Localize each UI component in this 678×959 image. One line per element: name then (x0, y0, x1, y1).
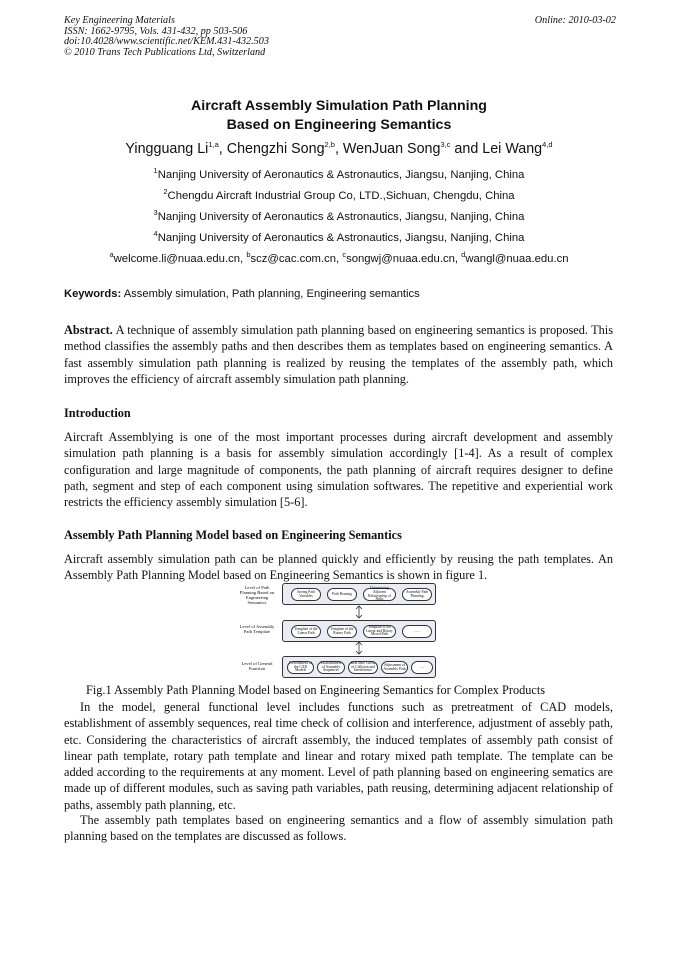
module-node: Real time Check of Collision and Interference (348, 661, 378, 674)
abstract-text: A technique of assembly simulation path planning based on engineering semantics is proposed. This method classifies the assembly paths and then describes them as templates based on engineering semantics. A fast assembly simulation path planning is realized by reusing the templates of the assembly path, which improves the efficiency of aircraft assembly simulation path planning. (64, 323, 613, 386)
model-intro-paragraph: Aircraft assembly simulation path can be planned quickly and efficiently by reusing the path templates. An Assembly Path Planning Model based on Engineering Semantics is shown in figure 1. (64, 552, 613, 583)
module-node: Assembly Path Planning (402, 588, 432, 601)
module-node: Adjustment of Assembly Path (381, 661, 408, 674)
keywords-label: Keywords: (64, 288, 122, 300)
module-node: …… (402, 625, 432, 638)
affiliation: $^1$Nanjing University of Aeronautics & Astronautics, Jiangsu, Nanjing, China (153, 166, 525, 181)
author: Chengzhi Song$^{2,b}$, (226, 140, 343, 157)
title-line-2: Based on Engineering Semantics (226, 117, 452, 133)
level-label: Level of Assembly Path Template (239, 624, 275, 634)
module-node: Template of the Linear and Rotary Mixed Path (363, 625, 396, 638)
keywords-text: Assembly simulation, Path planning, Engineering semantics (121, 288, 420, 300)
affiliation: $^2$Chengdu Aircraft Industrial Group Co, LTD.,Sichuan, Chengdu, China (163, 187, 515, 202)
email-link[interactable]: scz@cac.com.cn (250, 253, 337, 265)
module-node: Determining Adjacent Relationship of Paths (363, 588, 396, 601)
issn-line: ISSN: 1662-9795, Vols. 431-432, pp 503-506 (64, 25, 248, 37)
abstract (64, 322, 613, 387)
title-line-1: Aircraft Assembly Simulation Path Planning (191, 98, 487, 114)
module-node: Template of the Rotary Path (327, 625, 357, 638)
author: Yingguang Li$^{1,a}$, (125, 140, 227, 157)
body-paragraph: The assembly path templates based on engineering semantics and a flow of assembly simulation path planning based on the templates are discussed as follows. (64, 813, 613, 844)
paper-title (64, 97, 614, 135)
level-label: Level of General Function (241, 661, 273, 671)
level-box (282, 620, 436, 642)
page-header (64, 16, 616, 58)
affiliation: $^3$Nanjing University of Aeronautics & Astronautics, Jiangsu, Nanjing, China (153, 208, 525, 223)
copyright-line: © 2010 Trans Tech Publications Ltd, Switzerland (64, 46, 266, 58)
level-label: Level of Path Planning Based on Engineering Semantics (239, 585, 275, 605)
email-link[interactable]: welcome.li@nuaa.edu.cn (113, 253, 241, 265)
level-box (282, 656, 436, 678)
author-list (64, 141, 614, 157)
module-node: Pretreatment of the CAD Models (287, 661, 314, 674)
module-node: Path Reusing (327, 588, 357, 601)
figure-caption: Fig.1 Assembly Path Planning Model based on Engineering Semantics for Complex Products (86, 683, 546, 697)
figure-1 (238, 580, 438, 680)
email-link[interactable]: wangl@nuaa.edu.cn (465, 253, 569, 265)
level-box (282, 583, 436, 605)
journal-name: Key Engineering Materials (64, 15, 175, 26)
abstract-label: Abstract. (64, 323, 113, 337)
affiliations (64, 165, 614, 270)
intro-paragraph: Aircraft Assemblying is one of the most important processes during aircraft development and assembly simulation path planning is a basis for assembly simulation accordingly [1-4]. As a result of complex configuration and large magnitude of components, the path planning of aircraft requires designer to define path, segment and step of each component using simulation softwares. The repetitive and experiential work restricts the efficiency assembly simulation [5-6]. (64, 430, 613, 510)
email-link[interactable]: songwj@nuaa.edu.cn (346, 253, 455, 265)
doi-line: doi:10.4028/www.scientific.net/KEM.431-432.503 (64, 36, 269, 48)
module-node: Establishment of Assembly Sequences (317, 661, 345, 674)
body-paragraph: In the model, general functional level includes functions such as pretreatment of CAD models, establishment of assembly sequences, real time check of collision and interference, adjustment of assebly path, etc. Considering the characteristics of aircraft assembly, the induced templates of assembly path consist of linear path template, rotary path template and linear and rotary mixed path template. The template can be added according to the requirements at any moment. Level of path planning based on engineering sematics are made up of different modules, such as saving path variables, path reusing, determining adjacent relationship of paths, assembly path planning, etc. (64, 700, 613, 812)
model-heading: Assembly Path Planning Model based on Engineering Semantics (64, 528, 402, 542)
module-node: Template of the Linear Path (291, 625, 321, 638)
module-node: …… (411, 661, 433, 674)
module-node: Saving Path Variables (291, 588, 321, 601)
author: Lei Wang$^{4,d}$ (482, 140, 553, 157)
intro-heading: Introduction (64, 406, 131, 420)
email-list: $^a$welcome.li@nuaa.edu.cn, $^b$scz@cac.com.cn, $^c$songwj@nuaa.edu.cn, $^d$wangl@nuaa.edu.cn (109, 250, 569, 265)
online-date: Online: 2010-03-02 (534, 15, 616, 26)
keywords (64, 288, 616, 300)
affiliation: $^4$Nanjing University of Aeronautics & Astronautics, Jiangsu, Nanjing, China (153, 229, 525, 244)
author: WenJuan Song$^{3,c}$ and (342, 140, 483, 157)
